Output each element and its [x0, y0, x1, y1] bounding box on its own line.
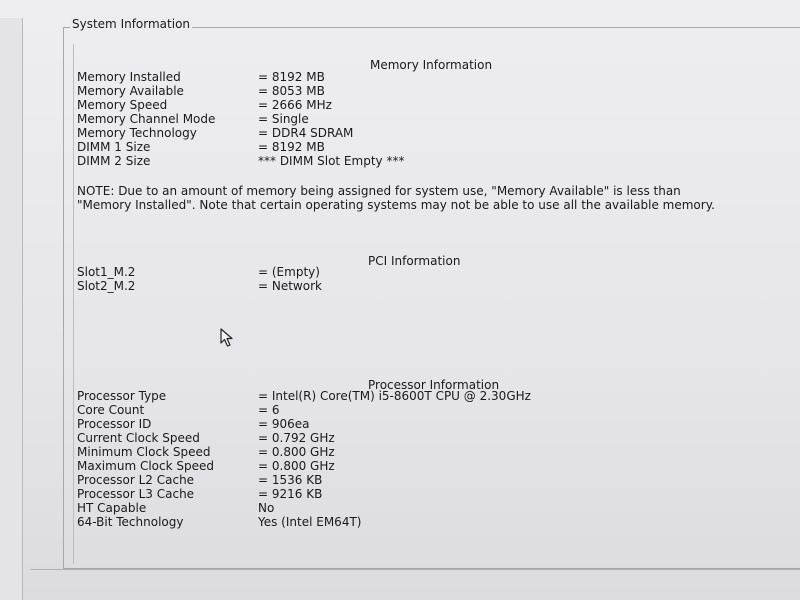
- row-value: No: [258, 501, 275, 515]
- row-value: = 8192 MB: [258, 140, 325, 154]
- processor-section-title: Processor Information: [368, 378, 500, 392]
- row-label: Processor ID: [77, 417, 152, 431]
- row-value: = 8053 MB: [258, 84, 325, 98]
- row-value: = 2666 MHz: [258, 98, 332, 112]
- group-title: System Information: [72, 17, 191, 31]
- row-label: HT Capable: [77, 501, 147, 515]
- row-value: = Intel(R) Core(TM) i5-8600T CPU @ 2.30GHz: [258, 389, 531, 403]
- row-label: DIMM 1 Size: [77, 140, 151, 154]
- row-label: Processor L2 Cache: [77, 473, 195, 487]
- row-value: = 6: [258, 403, 280, 417]
- row-value: = 9216 KB: [258, 487, 323, 501]
- row-label: Memory Technology: [77, 126, 197, 140]
- memory-section-title: Memory Information: [370, 58, 493, 72]
- row-value: = Single: [258, 112, 309, 126]
- row-label: Slot1_M.2: [77, 265, 136, 279]
- row-value: = 1536 KB: [258, 473, 323, 487]
- row-label: 64-Bit Technology: [77, 515, 184, 529]
- row-value: = (Empty): [258, 265, 320, 279]
- row-label: Memory Available: [77, 84, 184, 98]
- row-value: = DDR4 SDRAM: [258, 126, 354, 140]
- row-label: Current Clock Speed: [77, 431, 200, 445]
- row-label: Maximum Clock Speed: [77, 459, 214, 473]
- row-label: DIMM 2 Size: [77, 154, 151, 168]
- row-value: = 906ea: [258, 417, 310, 431]
- pci-section-title: PCI Information: [368, 254, 461, 268]
- row-label: Minimum Clock Speed: [77, 445, 211, 459]
- row-label: Core Count: [77, 403, 145, 417]
- bottom-divider: [30, 569, 800, 570]
- row-value: Yes (Intel EM64T): [258, 515, 362, 529]
- mouse-pointer-icon: [220, 328, 238, 348]
- left-navigation-pane[interactable]: [0, 18, 23, 600]
- row-label: Processor L3 Cache: [77, 487, 195, 501]
- row-label: Memory Installed: [77, 70, 181, 84]
- row-label: Memory Speed: [77, 98, 168, 112]
- row-value: = 0.792 GHz: [258, 431, 335, 445]
- row-label: Processor Type: [77, 389, 167, 403]
- row-label: Slot2_M.2: [77, 279, 136, 293]
- row-value: = Network: [258, 279, 322, 293]
- row-value: = 0.800 GHz: [258, 445, 335, 459]
- row-value: = 8192 MB: [258, 70, 325, 84]
- row-label: Memory Channel Mode: [77, 112, 216, 126]
- row-value: *** DIMM Slot Empty ***: [258, 154, 405, 168]
- row-value: = 0.800 GHz: [258, 459, 335, 473]
- memory-note: NOTE: Due to an amount of memory being assigned for system use, "Memory Available" is less than "Memory Installed". Note that certain operating systems may not be able to use all the available memory.: [77, 184, 715, 212]
